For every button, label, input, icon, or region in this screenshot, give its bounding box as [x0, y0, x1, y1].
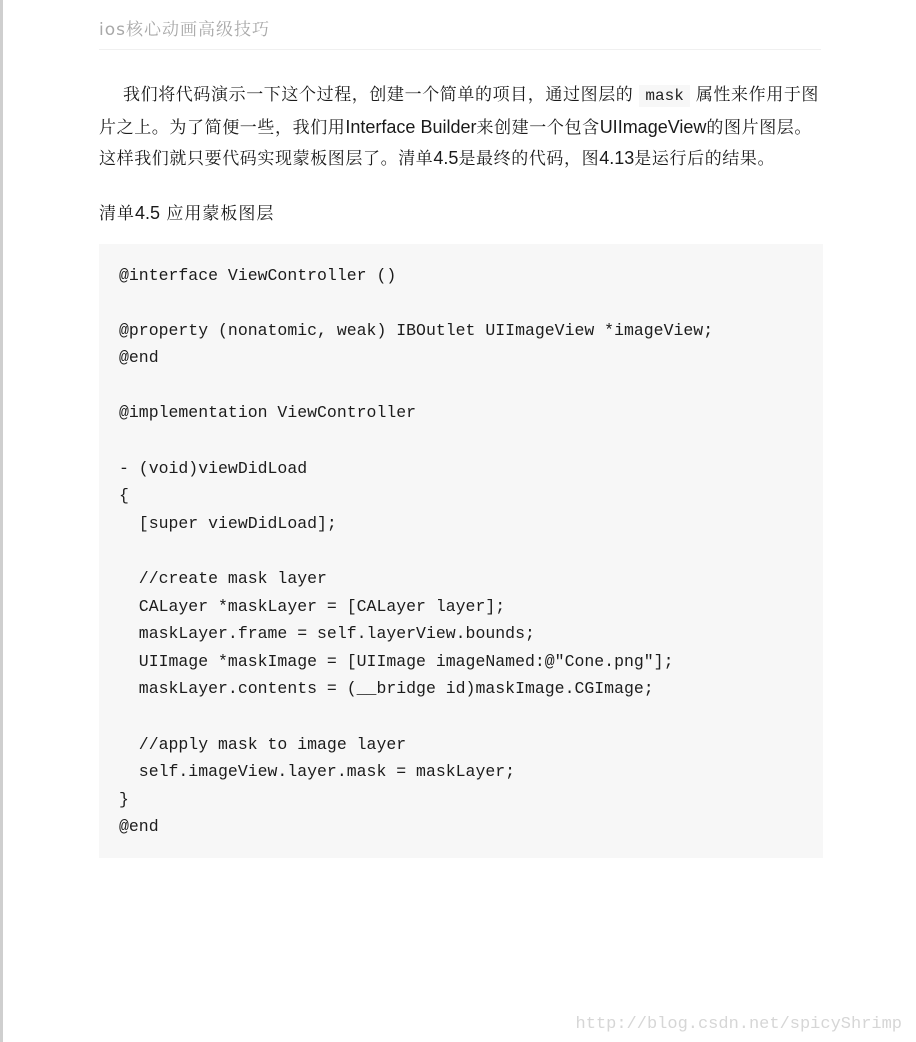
code-line: @implementation ViewController [119, 403, 417, 423]
code-line: @interface ViewController () [119, 265, 397, 285]
document-page [99, 0, 821, 858]
code-line: maskLayer.frame = self.layerView.bounds; [119, 624, 535, 644]
code-line: [super viewDidLoad]; [119, 513, 337, 533]
code-line: self.imageView.layer.mask = maskLayer; [119, 762, 516, 782]
intro-text: 是最终的代码，图 [458, 149, 600, 169]
page-left-edge [0, 0, 3, 1042]
intro-term: Interface Builder [345, 116, 477, 137]
intro-paragraph [99, 80, 821, 175]
code-line: { [119, 486, 129, 506]
figure-ref: 4.13 [599, 148, 635, 168]
intro-text: 的图片图层。这样我们就只要代码实现蒙板图层了。清单 [99, 117, 813, 169]
code-line [119, 703, 803, 731]
page-header [99, 0, 821, 50]
code-block [99, 244, 823, 858]
listing-label-suffix: 应用蒙板图层 [160, 203, 275, 224]
listing-label-prefix: 清单 [99, 203, 135, 224]
code-line: maskLayer.contents = (__bridge id)maskImage.CGImage; [119, 679, 654, 699]
code-line [119, 537, 803, 565]
watermark: http://blog.csdn.net/spicyShrimp [575, 1015, 902, 1034]
code-line [119, 427, 803, 455]
intro-text: 来创建一个包含 [476, 117, 600, 138]
code-line: } [119, 789, 129, 809]
code-line: @end [119, 348, 159, 368]
listing-title [99, 199, 821, 224]
intro-term: UIImageView [599, 116, 707, 137]
code-line: @end [119, 817, 159, 837]
code-line: //create mask layer [119, 569, 327, 589]
code-line: @property (nonatomic, weak) IBOutlet UIImageView *imageView; [119, 320, 714, 340]
code-line: //apply mask to image layer [119, 734, 407, 754]
code-line [119, 289, 803, 317]
code-line [119, 372, 803, 400]
code-line: - (void)viewDidLoad [119, 458, 308, 478]
inline-code-mask: mask [639, 85, 689, 107]
listing-number: 4.5 [135, 202, 161, 223]
book-title: ios核心动画高级技巧 [99, 20, 270, 40]
intro-text: 是运行后的结果。 [634, 149, 776, 169]
listing-ref: 4.5 [433, 148, 459, 168]
code-line: CALayer *maskLayer = [CALayer layer]; [119, 596, 506, 616]
intro-text: 属性来作用于图片之上。为了简便一些，我们用 [99, 85, 820, 138]
intro-text: 我们将代码演示一下这个过程，创建一个简单的项目，通过图层的 [123, 85, 640, 105]
code-line: UIImage *maskImage = [UIImage imageNamed:@"Cone.png"]; [119, 651, 674, 671]
